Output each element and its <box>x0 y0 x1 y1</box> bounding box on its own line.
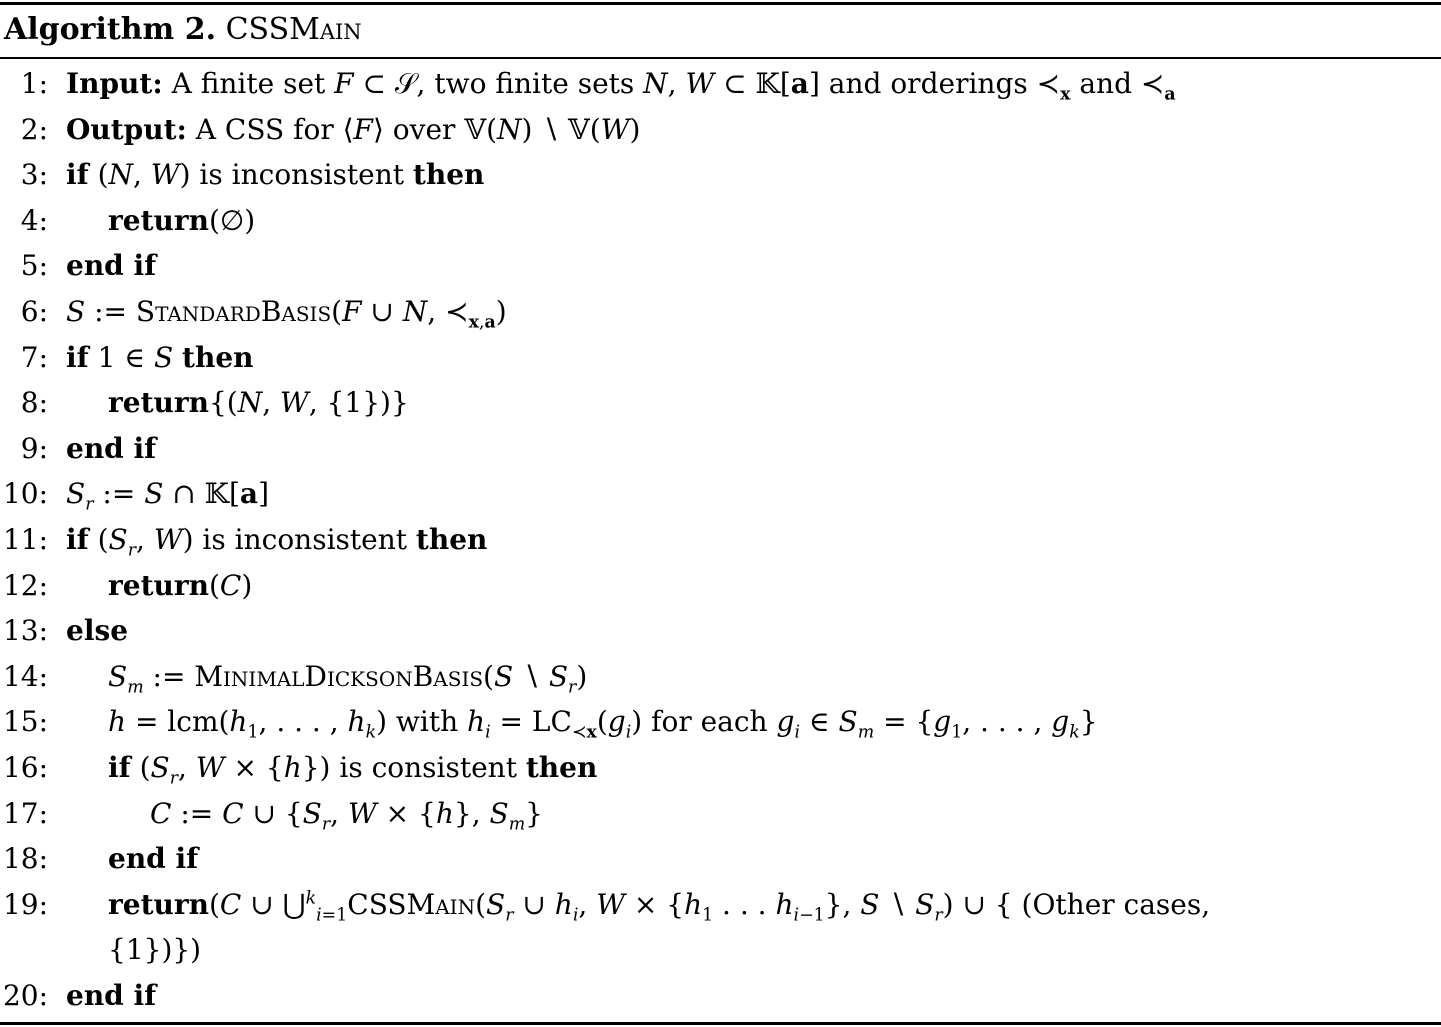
line-code: C := C ∪ {$S_r$, W × {h}, $S_m$} <box>150 796 543 835</box>
line-code: Output: A CSS for ⟨F⟩ over 𝕍(N) ∖ 𝕍(W) <box>66 112 641 146</box>
algorithm-label: Algorithm 2. <box>4 12 217 47</box>
line-number: 3: <box>20 158 48 192</box>
line-number: 8: <box>20 386 48 420</box>
line-code: return(C) <box>108 568 253 602</box>
line-number: 17: <box>2 796 48 830</box>
algorithm-caption <box>4 6 362 54</box>
line-number: 4: <box>20 203 48 237</box>
line-code: if 1 ∈ S then <box>66 340 254 374</box>
line-code: if ($S_r$, W) is inconsistent then <box>66 523 488 561</box>
line-number: 18: <box>2 842 48 876</box>
line-number: 7: <box>20 340 48 374</box>
caption-rule <box>0 57 1441 59</box>
line-code: end if <box>66 249 157 283</box>
line-code: if (N, W) is inconsistent then <box>66 158 485 192</box>
line-number: 19: <box>2 887 48 921</box>
line-code: $S_m$ := MinimalDicksonBasis(S ∖ $S_r$) <box>108 659 588 698</box>
line-code: end if <box>66 979 157 1012</box>
line-code: S := StandardBasis(F ∪ N, $≺_{x,a}$) <box>66 295 507 333</box>
algorithm-name-text: CSSMain <box>225 12 362 47</box>
line-number: 16: <box>2 751 48 784</box>
line-number: 15: <box>2 705 48 739</box>
line-number: 14: <box>2 659 48 693</box>
top-rule <box>0 2 1441 5</box>
line-code: end if <box>66 431 157 465</box>
line-code: return{(N, W, {1})} <box>108 386 409 420</box>
algorithm-name <box>226 12 362 47</box>
line-number: 11: <box>2 523 48 556</box>
line-number: 9: <box>20 431 48 465</box>
line-number: 2: <box>20 112 48 146</box>
line-code: $h = lcm(h_1$, . . . , $h_k$) with $h_i = LC_{≺x}(g_i)$ for each $g_i$ ∈ $S_m = \{g_1$, . . . , $g_k$} <box>108 705 1098 743</box>
line-code: Input: A finite set F ⊂ 𝒮, two finite sets N, W ⊂ 𝕂[a] and orderings $≺_x$ and $≺_a$ <box>66 67 1176 105</box>
line-code: else <box>66 614 129 648</box>
line-code: {1})}) <box>108 933 202 967</box>
line-code: return(C ∪ $⋃^k_{i=1}CSSMain(S_r$ ∪ $h_i$, $W \times \{h_1$ . . . $h_{i-1}$}, S ∖ $S_r$) ∪ { (Other cases, <box>108 887 1211 926</box>
line-code: if ($S_r$, W × {h}) is consistent then <box>108 751 598 789</box>
line-code: $S_r$ := S ∩ 𝕂[a] <box>66 477 270 515</box>
line-number: 6: <box>20 295 48 328</box>
line-number: 1: <box>20 67 48 100</box>
bottom-rule <box>0 1022 1441 1025</box>
line-code: return(∅) <box>108 203 256 237</box>
line-code: end if <box>108 842 199 876</box>
line-number: 10: <box>2 477 48 511</box>
line-number: 20: <box>2 979 48 1012</box>
line-number: 5: <box>20 249 48 283</box>
line-number: 13: <box>2 614 48 648</box>
line-number: 12: <box>2 568 48 602</box>
